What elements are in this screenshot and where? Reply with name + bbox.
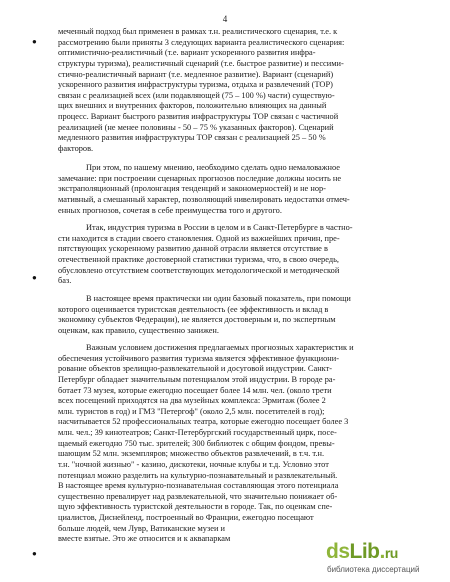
- text-line: потенциал можно разделить на культурно-познавательный и развлекательный.: [58, 470, 338, 480]
- text-line: рование объектов зрелищно-развлекательной и досуговой индустрии. Санкт-: [58, 364, 333, 374]
- paragraph-scenario-variants: [58, 27, 402, 155]
- text-line: медленного развития инфраструктуры ТОР связан с реализацией 25 – 50 %: [58, 133, 326, 143]
- text-line: экономику субъектов Федерации), не является достоверным и, по экспертным: [58, 315, 336, 325]
- dslib-logo: [326, 540, 398, 564]
- text-line: Важным условием достижения предлагаемых прогнозных характеристик и: [86, 343, 354, 352]
- text-line: При этом, по нашему мнению, необходимо сделать одно немаловажное: [86, 163, 340, 172]
- paragraph-tourism-industry: [58, 223, 402, 287]
- bullet-icon: ●: [32, 549, 37, 558]
- bullet-icon: ●: [32, 273, 37, 282]
- logo-ds: ds: [326, 540, 350, 563]
- text-line: рассмотрению были приняты 3 следующих варианта реалистического сценария:: [58, 37, 345, 47]
- text-line: существенно превалирует над развлекательной, что значительно понижает об-: [58, 491, 338, 501]
- text-line: оценкам, как правило, существенно занижен.: [58, 325, 219, 335]
- text-line: замечание: при построении сценарных прогнозов последние должны носить не: [58, 173, 342, 183]
- logo-lib: Lib: [349, 540, 380, 563]
- text-line: пятствующих ускоренному развитию данной отрасли является отсутствие в: [58, 244, 328, 254]
- text-line: В настоящее время культурно-познавательная составляющая этого потенциала: [58, 481, 339, 491]
- text-line: млн. туристов в год) и ГМЗ "Петергоф" (около 2,5 млн. посетителей в год);: [58, 406, 325, 416]
- paragraph-forecast-remark: [58, 163, 402, 216]
- text-line: которого оценивается туристская деятельность (ее эффективность и вклад в: [58, 304, 329, 314]
- text-line: факторов.: [58, 143, 94, 153]
- text-line: щаемый ежегодно 750 тыс. зрителей; 300 библиотек с общим фондом, превы-: [58, 438, 335, 448]
- text-line: больше людей, чем Лувр, Ватиканские музеи и: [58, 523, 225, 533]
- text-line: Итак, индустрия туризма в России в целом и в Санкт-Петербурге в частно-: [86, 223, 353, 232]
- text-line: реализацией (не менее половины - 50 – 75 % указанных факторов). Сценарий: [58, 122, 334, 132]
- bullet-icon: ●: [32, 37, 37, 46]
- watermark-caption: библиотека диссертаций: [327, 565, 420, 574]
- text-line: экстраполяционный (пролонгация тенденций и закономерностей) и не нор-: [58, 184, 326, 194]
- text-line: баз.: [58, 276, 72, 286]
- text-line: шающим 52 млн. экземпляров; множество объектов развлечений, в т.ч. т.н.: [58, 449, 325, 459]
- text-line: циалистов, Диснейленд, построенный во Франции, ежегодно посещают: [58, 513, 314, 522]
- text-line: обеспечения устойчивого развития туризма является эффективное функциони-: [58, 353, 339, 363]
- text-line: стично-реалистичный вариант (т.е. медленное развитие). Вариант (сценарий): [58, 69, 334, 79]
- text-line: щую эффективность туристской деятельности в городе. Так, по оценкам спе-: [58, 502, 333, 512]
- text-line: вместе взятые. Это же относится и к аквапаркам: [58, 534, 231, 544]
- text-line: ботает 73 музея, которые ежегодно посещает более 14 млн. чел. (около трети: [58, 385, 332, 395]
- text-line: щих внешних и внутренних факторов, положительно влияющих на данный: [58, 101, 327, 111]
- text-line: млн. чел.; 39 кинотеатров; Санкт-Петербургский государственный цирк, посе-: [58, 428, 337, 437]
- logo-dot: .: [379, 540, 385, 563]
- paragraph-entertainment-industry: [58, 343, 402, 545]
- text-line: оптимистично-реалистичный (т.е. вариант ускоренного развития инфра-: [58, 48, 316, 58]
- text-line: В настоящее время практически ни один базовый показатель, при помощи: [86, 294, 351, 303]
- text-line: меченный подход был применен в рамках т.н. реалистического сценария, т.е. к: [58, 27, 338, 36]
- paragraph-base-indicators: [58, 294, 402, 337]
- text-line: енных прогнозов, сочетая в себе преимущества того и другого.: [58, 205, 282, 215]
- text-line: отечественной практике достоверной статистики туризма, что, в свою очередь,: [58, 254, 339, 264]
- text-line: всех посещений приходятся на два музейных комплекса: Эрмитаж (более 2: [58, 396, 326, 406]
- text-line: сти находится в стадии своего становления. Одной из важнейших причин, пре-: [58, 233, 340, 243]
- text-line: структуры туризма), реалистичный сценарий (т.е. быстрое развитие) и пессими-: [58, 58, 344, 68]
- text-line: ускоренного развития инфраструктуры туризма, отдыха и развлечений (ТОР): [58, 80, 333, 90]
- text-line: процесс. Вариант быстрого развития инфраструктуры ТОР связан с частичной: [58, 112, 339, 121]
- text-line: мативный, а смешанный характер, позволяющий нивелировать недостатки отмеч-: [58, 194, 350, 204]
- logo-ru: ru: [384, 545, 398, 561]
- page-number: 4: [222, 14, 228, 24]
- dslib-watermark: [326, 538, 444, 578]
- text-line: обусловлено отсутствием соответствующих методологической и методической: [58, 265, 340, 275]
- text-line: Петербург обладает значительным потенциалом этой индустрии. В городе ра-: [58, 374, 336, 384]
- text-line: связан с реализацией всех (или подавляющей (75 – 100 %) части) существую-: [58, 90, 335, 100]
- text-line: насчитывается 52 профессиональных театра, которые ежегодно посещает более 3: [58, 417, 349, 427]
- text-line: т.н. "ночной жизнью" - казино, дискотеки, ночные клубы и т.д. Условно этот: [58, 459, 329, 469]
